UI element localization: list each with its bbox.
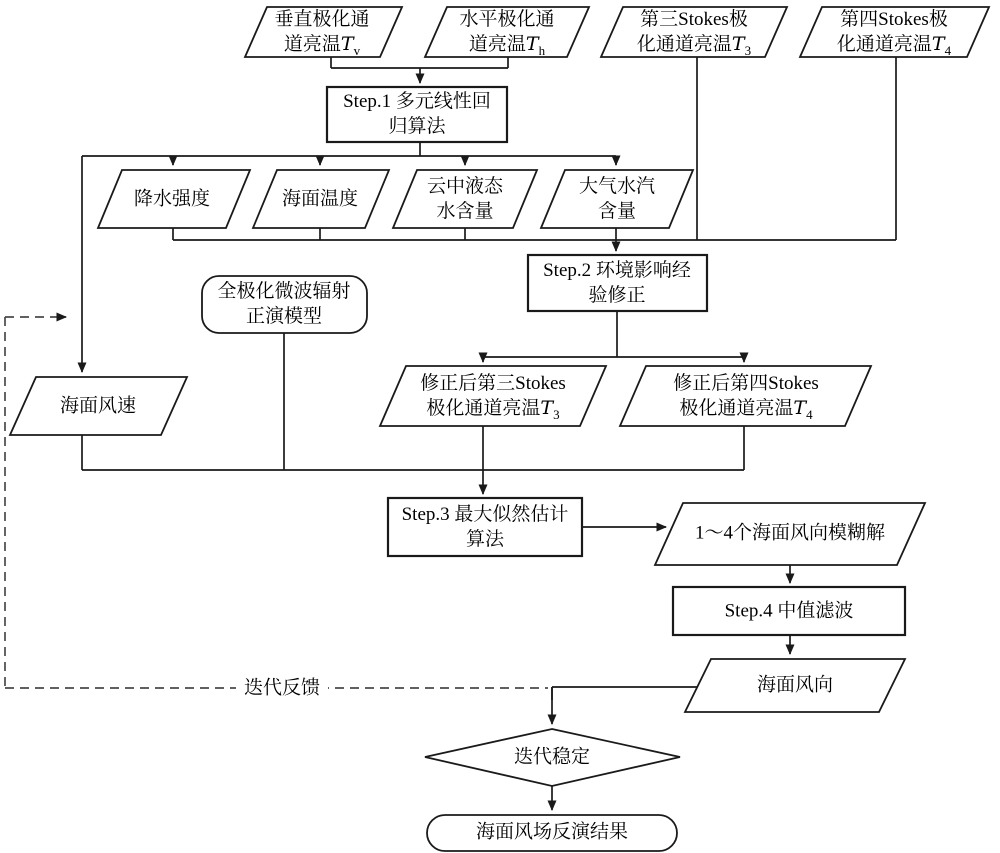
wind-speed-label: 海面风速	[59, 395, 137, 417]
edge-tv-th-merge	[331, 57, 508, 68]
sst-label: 海面温度	[281, 188, 359, 210]
th-input-label: 水平极化通 道亮温$T_h$	[459, 9, 555, 58]
model-label: 全极化微波辐射 正演模型	[217, 281, 351, 327]
result-label: 海面风场反演结果	[475, 821, 629, 843]
ct3-label: 修正后第三Stokes 极化通道亮温$T_3$	[420, 373, 566, 422]
feedback-label: 迭代反馈	[236, 676, 328, 701]
rain-label: 降水强度	[133, 188, 211, 210]
edge-step1-distribution	[82, 142, 616, 156]
t3-input-label: 第三Stokes极 化通道亮温$T_3$	[636, 9, 752, 58]
ambiguity-label: 1～4个海面风向模糊解	[694, 522, 886, 544]
edge-wind-dir-out	[552, 687, 697, 700]
step4-label: Step.4 中值滤波	[724, 600, 854, 622]
step2-label: Step.2 环境影响经 验修正	[543, 260, 691, 306]
wind-dir-label: 海面风向	[756, 674, 834, 696]
edge-step2-split	[483, 311, 744, 357]
t4-input-label: 第四Stokes极 化通道亮温$T_4$	[836, 9, 952, 58]
tv-input-label: 垂直极化通 道亮温$T_v$	[274, 9, 370, 58]
ct4-label: 修正后第四Stokes 极化通道亮温$T_4$	[673, 373, 819, 422]
cloud-label: 云中液态 水含量	[426, 176, 504, 222]
step3-label: Step.3 最大似然估计 算法	[401, 504, 569, 550]
stable-label: 迭代稳定	[513, 746, 591, 768]
vapor-label: 大气水汽 含量	[578, 176, 656, 222]
edge-env-merge-bus	[173, 228, 896, 240]
step1-label: Step.1 多元线性回 归算法	[343, 91, 491, 137]
